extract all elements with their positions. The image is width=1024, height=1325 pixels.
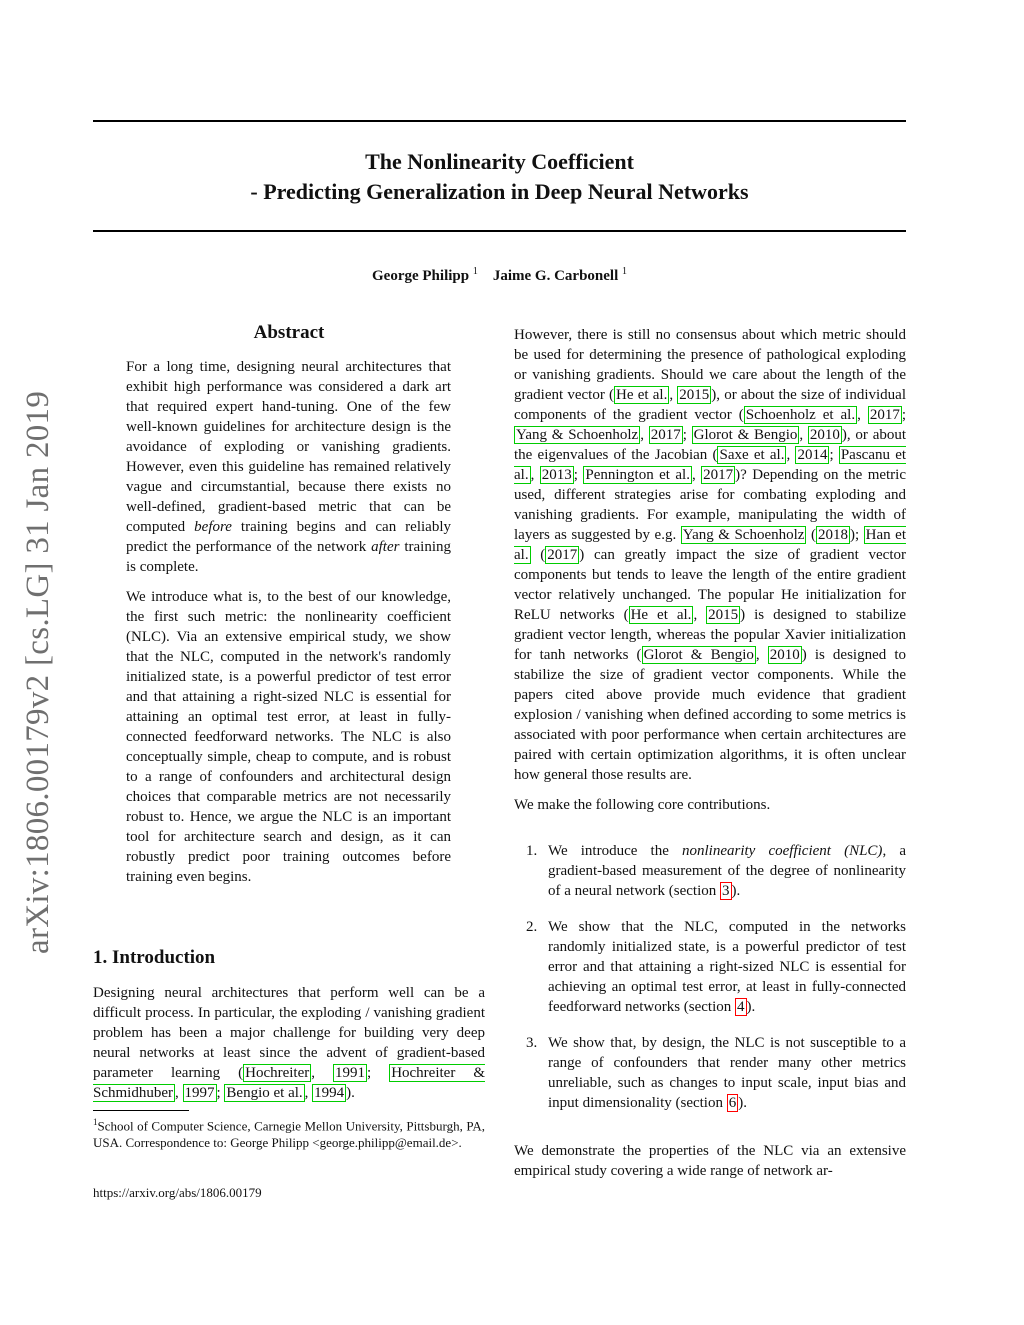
citation-link[interactable]: 2010 bbox=[769, 647, 800, 663]
citation-link[interactable]: 2017 bbox=[703, 467, 734, 483]
citation-link[interactable]: Bengio et al. bbox=[226, 1085, 303, 1101]
citation-link[interactable]: 2013 bbox=[541, 467, 572, 483]
citation-link[interactable]: 1994 bbox=[314, 1085, 345, 1101]
citation-link[interactable]: 2015 bbox=[708, 607, 739, 623]
list-item: 1. We introduce the nonlinearity coefficient (NLC), a gradient-based measurement of the degree of nonlinearity of a neural network (section 3 ). bbox=[526, 843, 906, 899]
body-paragraph: We make the following core contributions. bbox=[514, 797, 771, 813]
abstract-body bbox=[126, 357, 451, 887]
list-item: 3. We show that, by design, the NLC is not susceptible to a range of confounders that render many other metrics unreliable, such as changes to input scale, input bias and input dimensionality (section 6 ). bbox=[526, 1035, 906, 1111]
paper-title-line1: The Nonlinearity Coefficient bbox=[365, 149, 634, 174]
right-column-body bbox=[514, 325, 906, 1181]
citation-link[interactable]: 1991 bbox=[335, 1065, 366, 1081]
citation-link[interactable]: Pennington et al. bbox=[585, 467, 690, 483]
author-list bbox=[93, 266, 906, 285]
citation-link[interactable]: Pascanu et al. bbox=[514, 447, 907, 483]
author-name: George Philipp bbox=[372, 268, 470, 284]
citation-link[interactable]: He et al. bbox=[630, 607, 692, 623]
section-ref-link[interactable]: 3 bbox=[722, 883, 730, 899]
list-item: 2. We show that the NLC, computed in the networks randomly initialized state, is a powerful predictor of test error and that attaining a right-sized NLC is essential for achieving an optimal test error, at least in fully-connected feedforward networks (section 4 ). bbox=[526, 919, 906, 1015]
citation-link[interactable]: Glorot & Bengio bbox=[643, 647, 754, 663]
citation-link[interactable]: 2018 bbox=[817, 527, 848, 543]
footnote-rule bbox=[93, 1110, 189, 1111]
abstract-paragraph: We introduce what is, to the best of our knowledge, the first such metric: the nonlinearity coefficient (NLC). Via an extensive empirical study, we show that the NLC, computed in the network's randomly initialized state, is a powerful predictor of test error and that attaining a right-sized NLC is essential for attaining an optimal test error, at least in fully-connected feedforward networks. The NLC is also conceptually simple, cheap to compute, and is robust to a range of confounders and architectural design choices that comparable metrics are not necessarily robust to. Hence, we argue the NLC is an important tool for architecture search and design, as it can robustly predict poor training outcomes before training even begins. bbox=[126, 589, 451, 885]
body-paragraph: We demonstrate the properties of the NLC via an extensive empirical study covering a wide range of network ar- bbox=[514, 1143, 906, 1179]
title-top-rule bbox=[93, 120, 906, 122]
citation-link[interactable]: Hochreiter & Schmidhuber bbox=[93, 1065, 485, 1101]
citation-link[interactable]: 2017 bbox=[650, 427, 681, 443]
title-bottom-rule bbox=[93, 230, 906, 232]
citation-link[interactable]: 1997 bbox=[184, 1085, 215, 1101]
citation-link[interactable]: 2017 bbox=[547, 547, 578, 563]
citation-link[interactable]: Yang & Schoenholz bbox=[682, 527, 805, 543]
introduction-body: Designing neural architectures that perform well can be a difficult process. In particular, the exploding / vanishing gradient problem has been a major challenge for building very deep neural networks at least since the advent of gradient-based parameter learning ( Hochreiter , 1991 ; Hochreiter & Schmidhuber , 1997 ; Bengio et al. , 1994 ). bbox=[93, 985, 485, 1101]
citation-link[interactable]: Saxe et al. bbox=[719, 447, 785, 463]
arxiv-identifier-stamp: arXiv:1806.00179v2 [cs.LG] 31 Jan 2019 bbox=[20, 390, 56, 954]
citation-link[interactable]: Hochreiter bbox=[245, 1065, 310, 1081]
section-ref-link[interactable]: 6 bbox=[728, 1095, 737, 1111]
section-heading-introduction: 1. Introduction bbox=[93, 947, 216, 968]
citation-link[interactable]: Han et al. bbox=[514, 527, 906, 563]
citation-link[interactable]: Schoenholz et al. bbox=[745, 407, 856, 423]
arxiv-url[interactable]: https://arxiv.org/abs/1806.00179 bbox=[93, 1185, 262, 1200]
citation-link[interactable]: He et al. bbox=[616, 387, 668, 403]
abstract-paragraph: For a long time, designing neural architectures that exhibit high performance was considered a dark art that required expert hand-tuning. One of the few well-known guidelines for architecture design is the avoidance of exploding or vanishing gradients. However, even this guideline has remained relatively vague and circumstantial, because there exists no well-defined, gradient-based metric that can be computed before training begins and can reliably predict the performance of the network after training is complete. bbox=[126, 359, 452, 575]
abstract-heading: Abstract bbox=[253, 322, 325, 343]
paper-title-line2: - Predicting Generalization in Deep Neural Networks bbox=[250, 179, 749, 204]
body-paragraph: However, there is still no consensus about which metric should be used for determining the presence of pathological exploding or vanishing gradients. Should we care about the length of the gradient vector ( He et al. , 2015 ), or about the size of individual components of the gradient vector ( Schoenholz et al. , 2017 ; Yang & Schoenholz , 2017 ; Glorot & Bengio , 2010 ), or about the eigenvalues of the Jacobian ( Saxe et al. , 2014 ; Pascanu et al. , 2013 ; Pennington et al. , 2017 )? Depending on the metric used, different strategies arise for combating exploding and vanishing gradients. For example, manipulating the width of layers as suggested by e.g. Yang & Schoenholz ( 2018 ); Han et al. ( 2017 ) can greatly impact the size of gradient vector components but tends to leave the length of the entire gradient vector relatively unchanged. The popular He initialization for ReLU networks ( He et al. , 2015 ) is designed to stabilize gradient vector length, whereas the popular Xavier initialization for tanh networks ( Glorot & Bengio , 2010 ) is designed to stabilize the size of gradient vector components. While the papers cited above provide much evidence that gradient explosion / vanishing when defined according to some metrics is associated with poor performance when certain architectures are paired with certain optimization algorithms, it is often unclear how general those results are. bbox=[514, 327, 907, 783]
author-name: Jaime G. Carbonell bbox=[492, 268, 619, 284]
author-affiliation: 1 bbox=[622, 266, 627, 277]
citation-link[interactable]: Glorot & Bengio bbox=[693, 427, 798, 443]
citation-link[interactable]: Yang & Schoenholz bbox=[516, 427, 639, 443]
citation-link[interactable]: 2017 bbox=[869, 407, 900, 423]
contribution-list bbox=[514, 841, 906, 1113]
author-affiliation: 1 bbox=[472, 266, 478, 277]
citation-link[interactable]: 2015 bbox=[679, 387, 710, 403]
section-ref-link[interactable]: 4 bbox=[737, 999, 745, 1015]
citation-link[interactable]: 2010 bbox=[809, 427, 840, 443]
affiliation-footnote: $^1$School of Computer Science, Carnegie Mellon University, Pittsburgh, PA, USA. Correspondence to: George Philipp <george.philipp@email.de>. bbox=[93, 1117, 485, 1151]
citation-link[interactable]: 2014 bbox=[797, 447, 828, 463]
